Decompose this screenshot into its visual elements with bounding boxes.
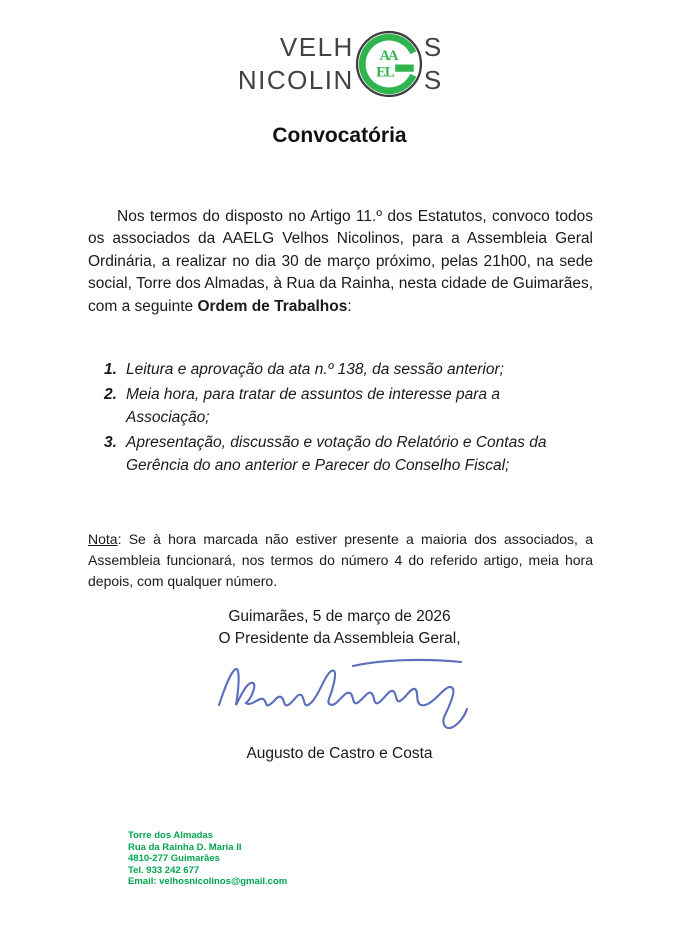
handwritten-signature [214, 657, 476, 739]
footer-line-email: Email: velhosnicolinos@gmail.com [128, 876, 288, 888]
logo-line2-right: S [423, 65, 442, 95]
signer-title-line: O Presidente da Assembleia Geral, [218, 630, 461, 648]
signature-block [0, 657, 679, 744]
agenda-item-3-number: 3. [104, 434, 117, 452]
agenda-item-1-text: Leitura e aprovação da ata n.º 138, da sessão anterior; [126, 361, 504, 379]
opening-paragraph-colon: : [347, 297, 352, 315]
club-logo [0, 0, 679, 98]
agenda-item-2-text: Meia hora, para tratar de assuntos de interesse para a Associação; [126, 386, 500, 427]
footer-line-street: Rua da Rainha D. Maria II [128, 841, 242, 853]
note-colon: : [117, 531, 122, 548]
logo-line1-left: VELH [279, 32, 354, 62]
document-title: Convocatória [272, 124, 407, 147]
place-date-line: Guimarães, 5 de março de 2026 [228, 608, 451, 626]
note-paragraph [88, 529, 593, 591]
footer-address [128, 830, 287, 888]
note-label: Nota [88, 531, 118, 548]
opening-paragraph [88, 206, 593, 318]
agenda-heading-inline: Ordem de Trabalhos [197, 297, 348, 315]
footer-line-phone: Tel. 933 242 677 [128, 864, 200, 876]
logo-wordmark-left [238, 31, 354, 97]
agenda-item-3-text: Apresentação, discussão e votação do Relatório e Contas da Gerência do ano anterior e Parecer do Conselho Fiscal; [126, 434, 547, 475]
monogram-bottom: EL [376, 64, 394, 81]
note-text: Se à hora marcada não estiver presente a maioria dos associados, a Assembleia funcionará, nos termos do número 4 do referido artigo, meia hora depois, com qualquer número. [88, 531, 593, 589]
closing-block [0, 606, 679, 650]
agenda-item-1 [104, 358, 571, 381]
agenda-item-2 [104, 383, 571, 429]
agenda-item-1-number: 1. [104, 361, 117, 379]
signer-name: Augusto de Castro e Costa [246, 745, 433, 763]
monogram-top: AA [379, 47, 397, 64]
logo-line2-left: NICOLIN [237, 65, 354, 95]
agenda-item-2-number: 2. [104, 386, 117, 404]
footer-line-venue: Torre dos Almadas [128, 830, 213, 841]
aaelg-emblem-icon [355, 30, 423, 98]
footer-line-postal: 4810-277 Guimarães [128, 853, 220, 865]
logo-line1-right: S [423, 32, 442, 62]
agenda-item-3 [104, 431, 571, 477]
agenda-list [104, 358, 571, 477]
logo-wordmark-right [424, 31, 441, 97]
opening-paragraph-text: Nos termos do disposto no Artigo 11.º dos Estatutos, convoco todos os associados da AAELG Velhos Nicolinos, para a Assembleia Geral Ordinária, a realizar no dia 30 de março próximo, pelas 21h00, na sede social, Torre dos Almadas, à Rua da Rainha, nesta cidade de Guimarães, com a seguinte [88, 208, 593, 315]
